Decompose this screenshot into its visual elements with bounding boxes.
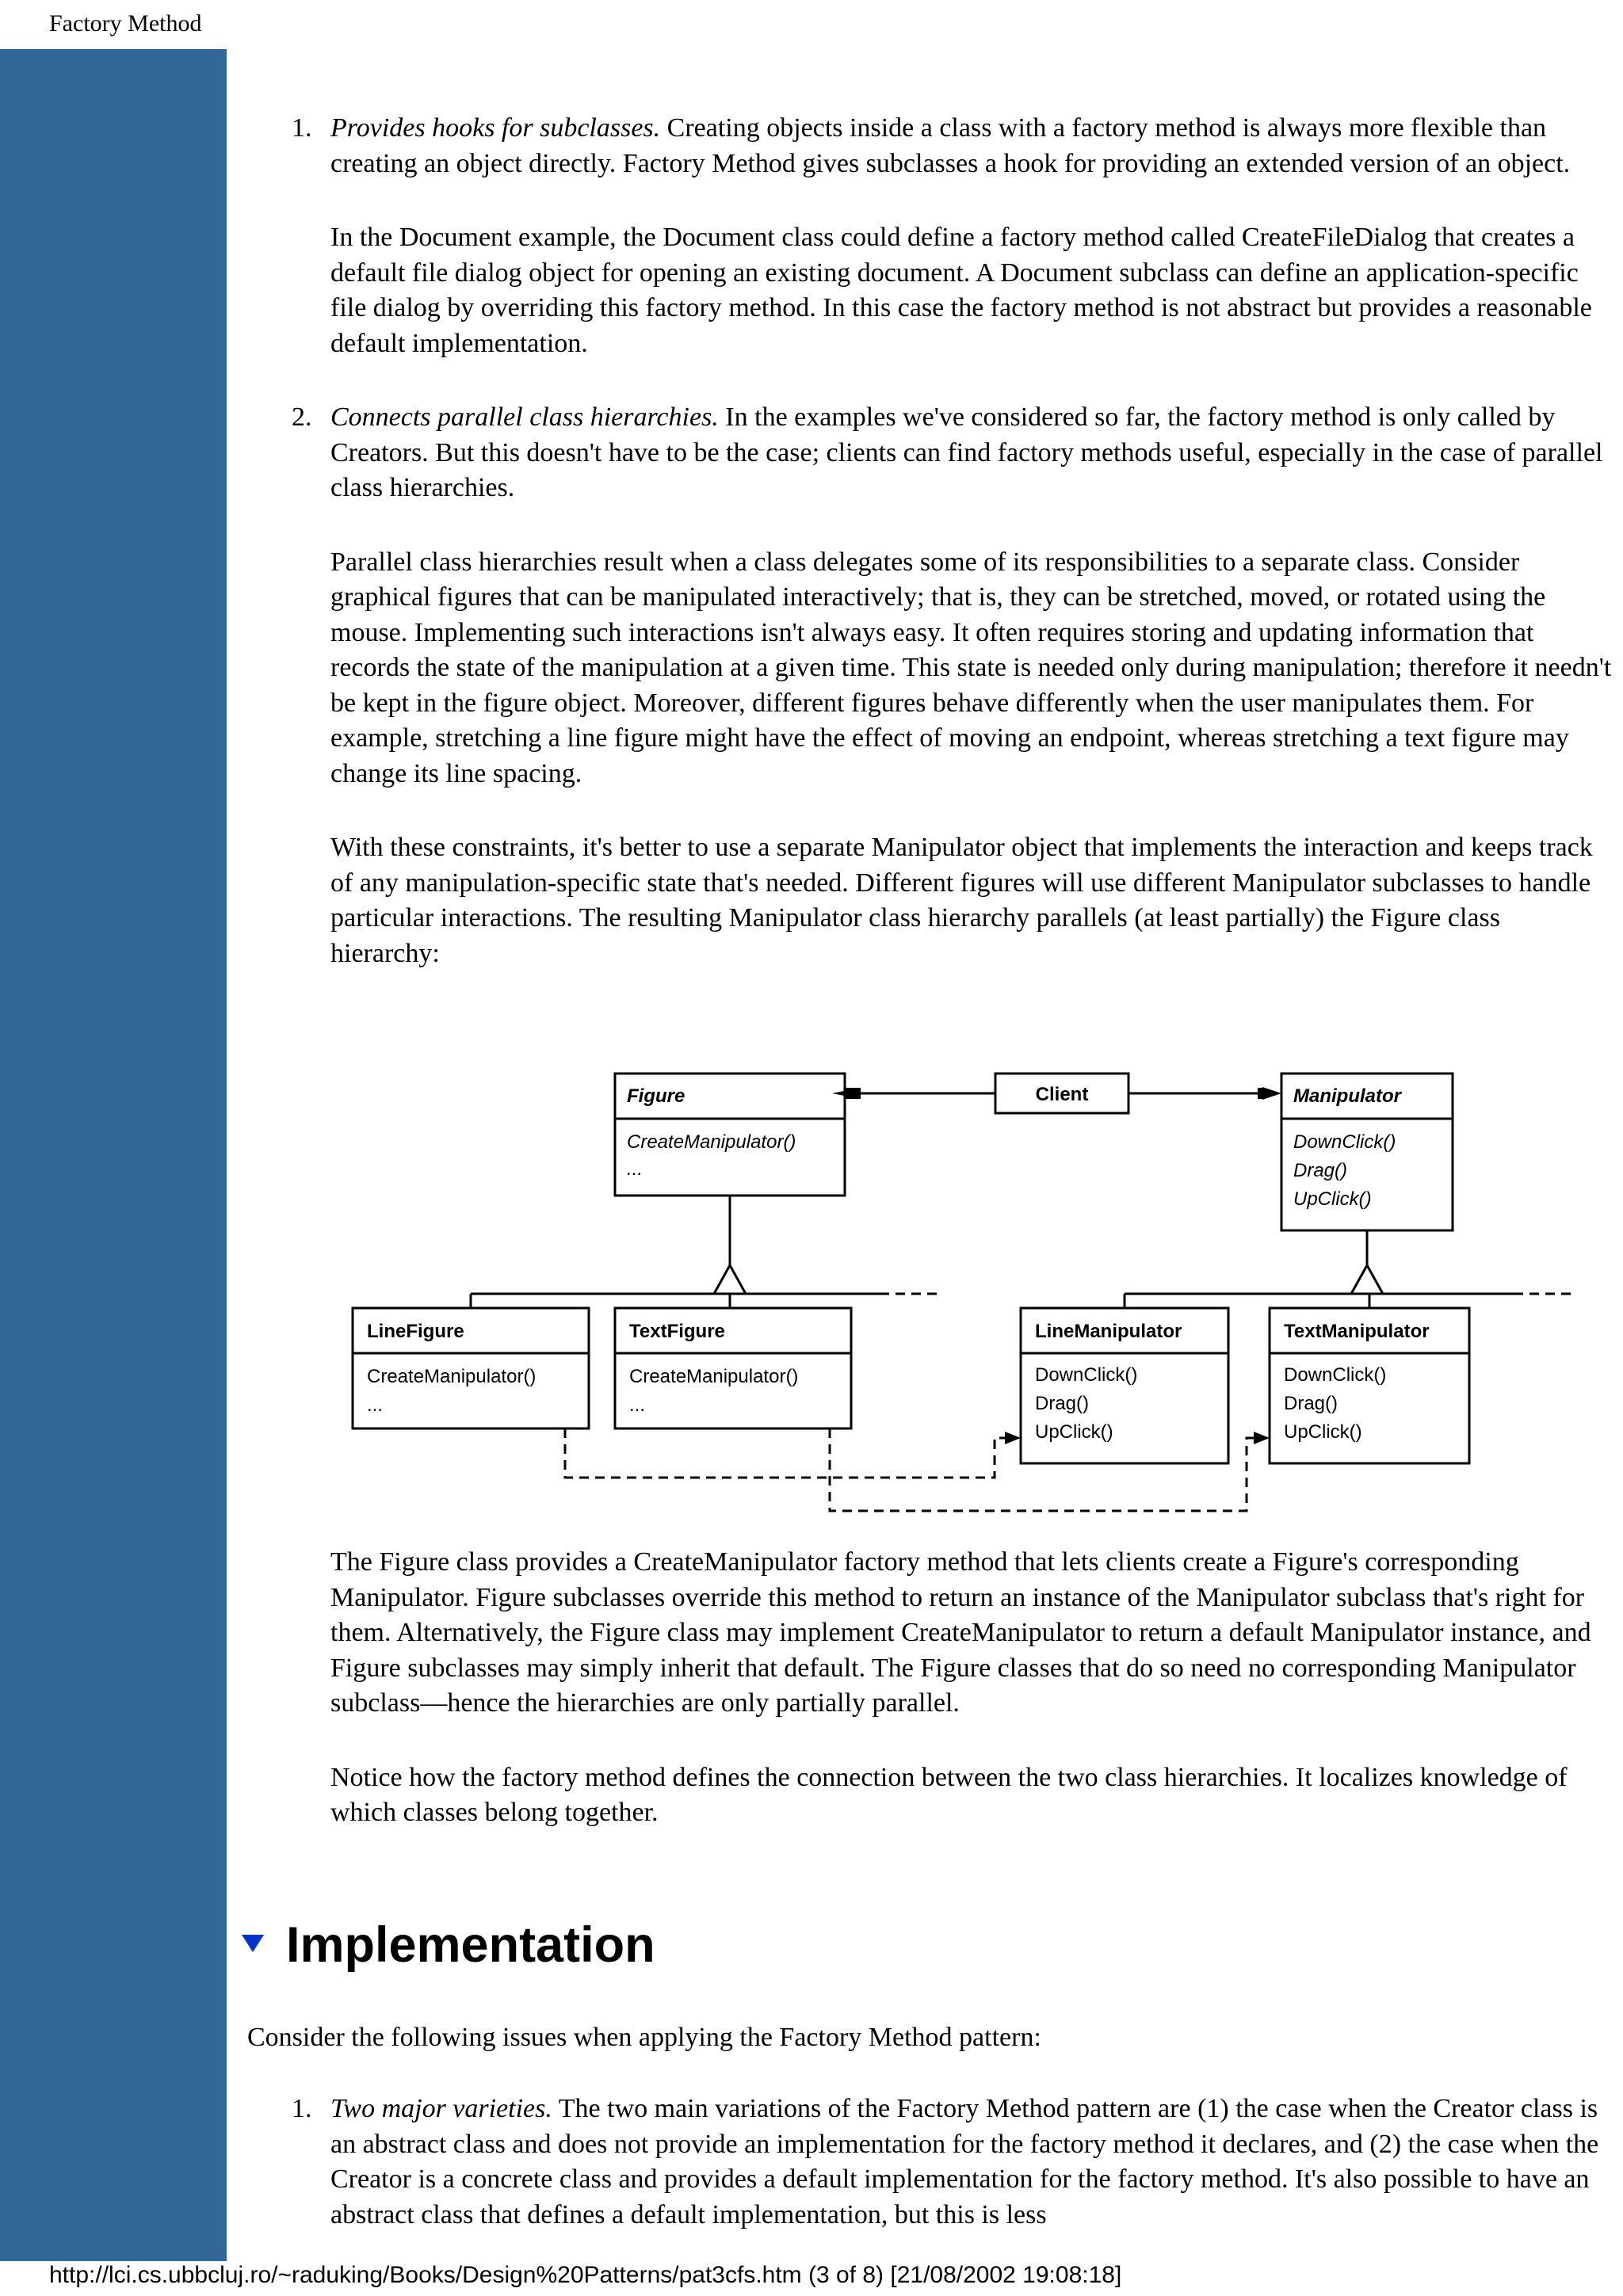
item-text: The two main variations of the Factory Method pattern are (1) the case when the Creator class is an abstract class and does not provide an implementation for the factory method it declares, and (2) the case when the Creator is a concrete class and provides a default implementation for the factory method. It's also possible to have an abstract class that defines a default implementation, but this is less <box>330 2094 1599 2229</box>
linemanipulator-op: DownClick() <box>1035 1364 1138 1386</box>
textfigure-op: CreateManipulator() <box>629 1366 799 1387</box>
linemanipulator-op: Drag() <box>1035 1393 1090 1414</box>
client-class-name: Client <box>1035 1084 1089 1105</box>
paragraph: In the Document example, the Document class could define a factory method called CreateFileDialog that creates a default file dialog object for opening an existing document. A Document subclass can define an application-specific file dialog by overriding this factory method. In this case the factory method is not abstract but provides a reasonable default implementation. <box>330 223 1592 358</box>
collapse-triangle-icon[interactable] <box>242 1935 264 1954</box>
textfigure-op: ... <box>629 1394 646 1416</box>
implementation-intro: Consider the following issues when applying the Factory Method pattern: <box>247 2023 1041 2052</box>
figure-class-name: Figure <box>627 1085 685 1107</box>
item-paragraph <box>330 400 1614 506</box>
linefigure-op: CreateManipulator() <box>367 1366 537 1387</box>
item-text: Creating objects inside a class with a factory method is always more flexible than creating an object directly. Factory Method gives subclasses a hook for providing an extended version of an object. <box>330 113 1571 178</box>
linefigure-class-name: LineFigure <box>367 1321 464 1342</box>
paragraph: The Figure class provides a CreateManipulator factory method that lets clients create a Figure's corresponding Manipulator. Figure subclasses override this method to return an instance of the Manipulator subclass that's right for them. Alternatively, the Figure class may implement CreateManipulator to return a default Manipulator instance, and Figure subclasses may simply inherit that default. The Figure classes that do so need no corresponding Manipulator subclass—hence the hierarchies are only partially parallel. <box>330 1547 1591 1718</box>
manipulator-op: UpClick() <box>1293 1188 1372 1210</box>
page-header-title: Factory Method <box>49 10 202 36</box>
consequences-content <box>247 111 1614 1831</box>
manipulator-inheritance-triangle <box>1351 1265 1383 1294</box>
textmanipulator-op: DownClick() <box>1284 1364 1387 1386</box>
textmanipulator-op: UpClick() <box>1284 1421 1362 1443</box>
item-text: In the examples we've considered so far, the factory method is only called by Creators. But this doesn't have to be the case; clients can find factory methods useful, especially in the case of parallel class hierarchies. <box>330 402 1603 502</box>
paragraph: Notice how the factory method defines the connection between the two class hierarchies. It localizes knowledge of which classes belong together. <box>330 1762 1568 1827</box>
manipulator-op: Drag() <box>1293 1160 1348 1181</box>
item-lead: Two major varieties. <box>330 2094 552 2123</box>
manipulator-op: DownClick() <box>1293 1131 1396 1153</box>
section-title: Implementation <box>286 1917 655 1973</box>
figure-op: CreateManipulator() <box>627 1131 796 1153</box>
textmanipulator-class-name: TextManipulator <box>1284 1321 1430 1342</box>
item-lead: Connects parallel class hierarchies. <box>330 402 719 432</box>
list-number: 1. <box>292 2094 312 2123</box>
figure-inheritance-triangle <box>714 1265 746 1294</box>
class-diagram <box>341 1042 1585 1533</box>
figure-op: ... <box>627 1158 643 1180</box>
item-paragraph <box>330 111 1614 181</box>
textfigure-class-name: TextFigure <box>629 1321 725 1342</box>
list-item <box>247 400 1614 506</box>
list-number: 2. <box>292 402 312 432</box>
list-number: 1. <box>292 113 312 143</box>
manipulator-class-name: Manipulator <box>1293 1085 1401 1107</box>
linemanipulator-class-name: LineManipulator <box>1035 1321 1182 1342</box>
item-lead: Provides hooks for subclasses. <box>330 113 661 143</box>
textmanipulator-op: Drag() <box>1284 1393 1338 1414</box>
linefigure-creates-linemanipulator <box>565 1428 1005 1478</box>
linemanipulator-op: UpClick() <box>1035 1421 1113 1443</box>
sidebar <box>0 49 227 2261</box>
footer-url: http://lci.cs.ubbcluj.ro/~raduking/Books/Design%20Patterns/pat3cfs.htm (3 of 8) [21/08/2002 19:08:18] <box>49 2262 1122 2288</box>
linefigure-op: ... <box>367 1394 384 1416</box>
list-item <box>247 111 1614 181</box>
list-item <box>247 2092 1614 2233</box>
paragraph: Parallel class hierarchies result when a class delegates some of its responsibilities to a separate class. Consider graphical figures that can be manipulated interactively; that is, they can be stretched, moved, or rotated using the mouse. Implementing such interactions isn't always easy. It often requires storing and updating information that records the state of the manipulation at a given time. This state is needed only during manipulation; therefore it needn't be kept in the figure object. Moreover, different figures behave differently when the user manipulates them. For example, stretching a line figure might have the effect of moving an endpoint, whereas stretching a text figure may change its line spacing. <box>330 547 1612 788</box>
implementation-list <box>247 2092 1614 2233</box>
paragraph: With these constraints, it's better to use a separate Manipulator object that implements the interaction and keeps track of any manipulation-specific state that's needed. Different figures will use different Manipulator subclasses to handle particular interactions. The resulting Manipulator class hierarchy parallels (at least partially) the Figure class hierarchy: <box>330 833 1593 968</box>
item-paragraph <box>330 2092 1614 2233</box>
